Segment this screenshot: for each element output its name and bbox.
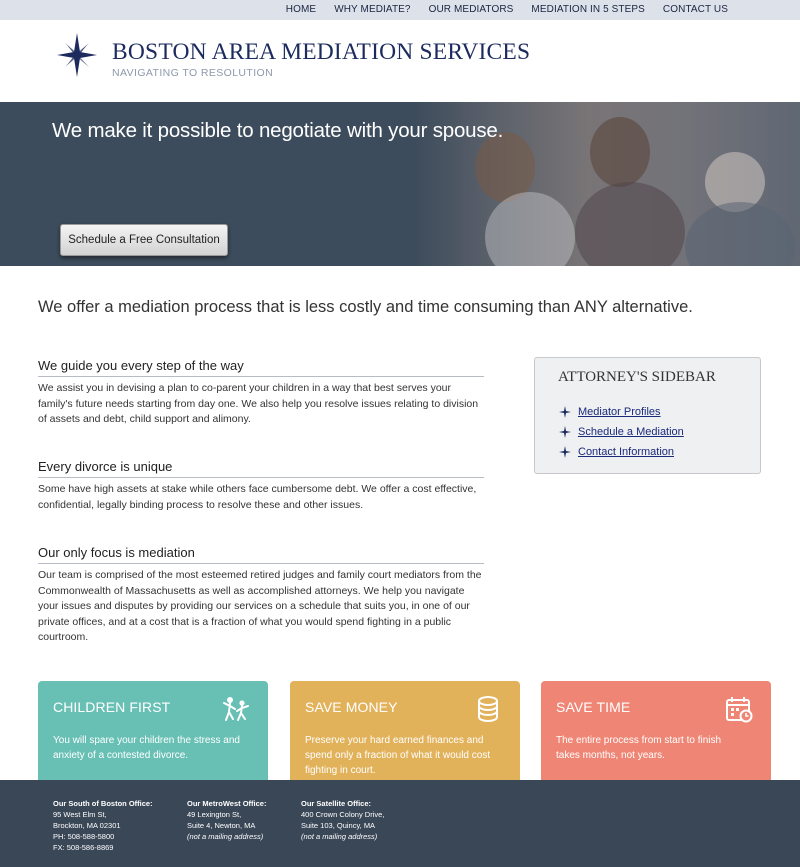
section-unique — [38, 459, 484, 513]
office-line: 49 Lexington St, — [187, 810, 242, 819]
card-children-first — [38, 681, 268, 791]
compass-star-icon[interactable] — [57, 33, 97, 77]
nav-item-why-mediate[interactable]: WHY MEDIATE? — [334, 4, 411, 15]
sidebar-link[interactable]: Contact Information — [578, 446, 674, 458]
office-line: Suite 103, Quincy, MA — [301, 821, 376, 830]
hero-title: We make it possible to negotiate with your spouse. — [52, 119, 504, 142]
office-satellite — [301, 798, 384, 842]
sidebar-title: ATTORNEY'S SIDEBAR — [558, 369, 716, 385]
office-title: Our Satellite Office: — [301, 799, 372, 808]
card-title: SAVE MONEY — [305, 699, 398, 715]
office-line: Suite 4, Newton, MA — [187, 821, 256, 830]
card-text: The entire process from start to finish takes months, not years. — [556, 735, 722, 761]
sidebar-link[interactable]: Mediator Profiles — [578, 406, 661, 418]
card-text: Preserve your hard earned finances and spend only a fraction of what it would cost fighting in court. — [305, 735, 491, 776]
nav-item-mediation-steps[interactable]: MEDIATION IN 5 STEPS — [531, 4, 645, 15]
card-save-money — [290, 681, 520, 791]
hero-banner — [0, 102, 800, 266]
site-tagline: NAVIGATING TO RESOLUTION — [112, 67, 274, 79]
attorneys-sidebar — [534, 357, 761, 474]
sidebar-item-mediator-profiles[interactable] — [559, 402, 684, 422]
compass-star-icon — [559, 446, 571, 458]
sidebar-item-schedule-mediation[interactable] — [559, 422, 684, 442]
nav-item-contact-us[interactable]: CONTACT US — [662, 4, 728, 15]
schedule-consultation-button[interactable]: Schedule a Free Consultation — [60, 224, 228, 256]
card-text: You will spare your children the stress and anxiety of a contested divorce. — [53, 735, 240, 761]
sidebar-link[interactable]: Schedule a Mediation — [578, 426, 684, 438]
nav-item-home[interactable]: HOME — [285, 4, 317, 15]
card-save-time — [541, 681, 771, 791]
section-guide — [38, 358, 484, 428]
compass-star-icon — [559, 426, 571, 438]
section-heading: Every divorce is unique — [38, 459, 484, 478]
office-note: (not a mailing address) — [301, 832, 378, 841]
section-heading: Our only focus is mediation — [38, 545, 484, 564]
office-title: Our MetroWest Office: — [187, 799, 267, 808]
office-metrowest — [187, 798, 266, 842]
compass-star-icon — [559, 406, 571, 418]
page-tagline: We offer a mediation process that is less costly and time consuming than ANY alternative. — [38, 298, 693, 316]
office-line: 400 Crown Colony Drive, — [301, 810, 385, 819]
nav-item-our-mediators[interactable]: OUR MEDIATORS — [428, 4, 514, 15]
top-nav — [0, 0, 800, 20]
section-body: We assist you in devising a plan to co-parent your children in a way that best serves your family's future needs starting from day one. We also help you resolve issues relating to division of assets and debt, child support and alimony. — [38, 382, 479, 425]
office-south-boston — [53, 798, 153, 853]
section-body: Our team is comprised of the most esteemed retired judges and family court mediators from the Commonwealth of Massachusetts as well as accomplished attorneys. We help you navigate your issues and disputes by providing our services on a schedule that suits you, in one of our private offices, and at a cost that is a fraction of what you would spend fighting in a public courtroom. — [38, 569, 482, 643]
card-title: SAVE TIME — [556, 699, 631, 715]
children-icon — [222, 695, 250, 723]
section-body: Some have high assets at stake while others face cumbersome debt. We offer a cost effective, confidential, legally binding process to resolve these and other issues. — [38, 483, 477, 511]
office-note: (not a mailing address) — [187, 832, 264, 841]
office-fax: FX: 508-586-8869 — [53, 843, 114, 852]
sidebar-item-contact-information[interactable] — [559, 442, 684, 462]
office-line: 95 West Elm St, — [53, 810, 107, 819]
card-title: CHILDREN FIRST — [53, 699, 171, 715]
site-title[interactable]: BOSTON AREA MEDIATION SERVICES — [112, 39, 531, 65]
site-header — [0, 20, 800, 102]
site-footer — [0, 780, 800, 867]
section-focus — [38, 545, 484, 646]
calendar-icon — [725, 695, 753, 723]
section-heading: We guide you every step of the way — [38, 358, 484, 377]
office-line: Brockton, MA 02301 — [53, 821, 121, 830]
office-phone[interactable]: PH: 508-588-5800 — [53, 832, 115, 841]
coins-icon — [474, 695, 502, 723]
office-title: Our South of Boston Office: — [53, 799, 153, 808]
